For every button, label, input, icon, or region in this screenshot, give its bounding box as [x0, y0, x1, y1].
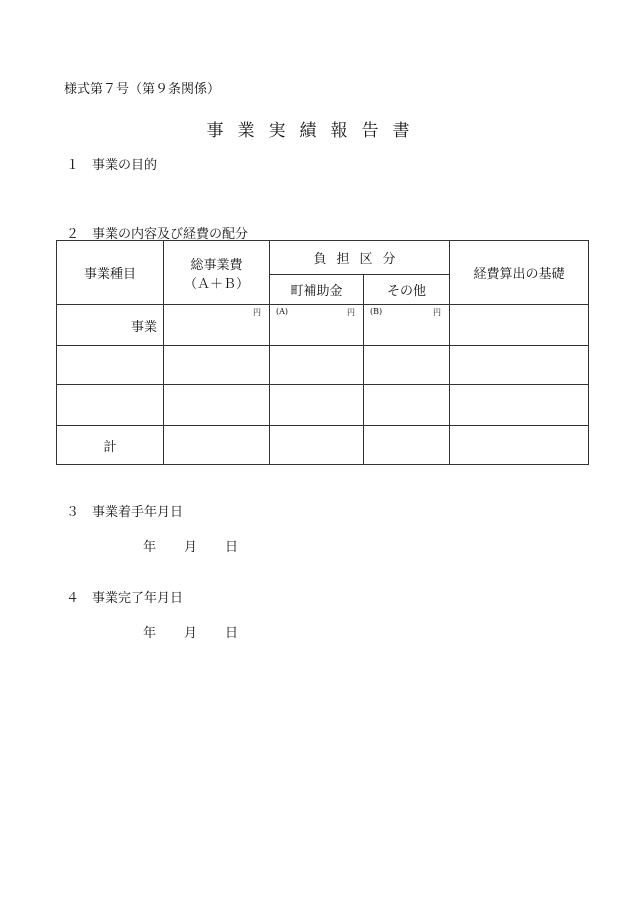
cell-empty[interactable] [270, 385, 364, 426]
cell-town-subsidy[interactable] [270, 305, 364, 346]
cell-empty[interactable] [270, 346, 364, 385]
mark-b: (B) [370, 307, 383, 316]
cell-other[interactable] [364, 305, 450, 346]
header-total-cost-formula: （Ａ＋Ｂ） [183, 276, 249, 292]
section-1-heading: １ 事業の目的 [66, 158, 158, 173]
month-label: 月 [184, 626, 198, 641]
expense-allocation-table [56, 240, 589, 465]
year-label: 年 [143, 540, 157, 555]
day-label: 日 [225, 540, 239, 555]
cell-basis-sum[interactable] [450, 426, 589, 465]
cell-empty[interactable] [364, 346, 450, 385]
header-project-type: 事業種目 [57, 241, 164, 305]
header-total-cost [164, 241, 270, 305]
month-label: 月 [184, 540, 198, 555]
cell-other-sum[interactable] [364, 426, 450, 465]
cell-empty[interactable] [364, 385, 450, 426]
cell-cost-basis[interactable] [450, 305, 589, 346]
section-4-heading: ４ 事業完了年月日 [66, 591, 184, 606]
table-row [57, 346, 589, 385]
section-3-heading: ３ 事業着手年月日 [66, 505, 184, 520]
cell-total-cost[interactable] [164, 305, 270, 346]
cell-empty[interactable] [57, 385, 164, 426]
cell-empty[interactable] [164, 346, 270, 385]
completion-date-line[interactable] [143, 622, 238, 641]
yen-unit: 円 [433, 308, 442, 317]
header-cost-basis: 経費算出の基礎 [450, 241, 589, 305]
yen-unit: 円 [253, 308, 261, 317]
cell-empty[interactable] [57, 346, 164, 385]
section-2-heading: ２ 事業の内容及び経費の配分 [66, 227, 249, 242]
header-town-subsidy: 町補助金 [270, 275, 364, 305]
cell-town-sum[interactable] [270, 426, 364, 465]
document-title: 事業実績報告書 [206, 121, 424, 141]
header-other: その他 [364, 275, 450, 305]
yen-unit: 円 [347, 308, 355, 317]
start-date-line[interactable] [143, 536, 238, 555]
cell-empty[interactable] [450, 346, 589, 385]
total-label: 計 [57, 426, 164, 465]
day-label: 日 [225, 626, 239, 641]
cell-empty[interactable] [164, 385, 270, 426]
year-label: 年 [143, 626, 157, 641]
table-row [57, 385, 589, 426]
row-project-label: 事業 [57, 305, 164, 346]
header-total-cost-label: 総事業費 [190, 257, 243, 273]
form-number: 様式第７号（第９条関係） [64, 82, 221, 97]
cell-total-sum[interactable] [164, 426, 270, 465]
table-row-total [57, 426, 589, 465]
table-row [57, 305, 589, 346]
mark-a: (A) [276, 307, 289, 316]
cell-empty[interactable] [450, 385, 589, 426]
header-burden-division: 負担区分 [270, 241, 450, 275]
